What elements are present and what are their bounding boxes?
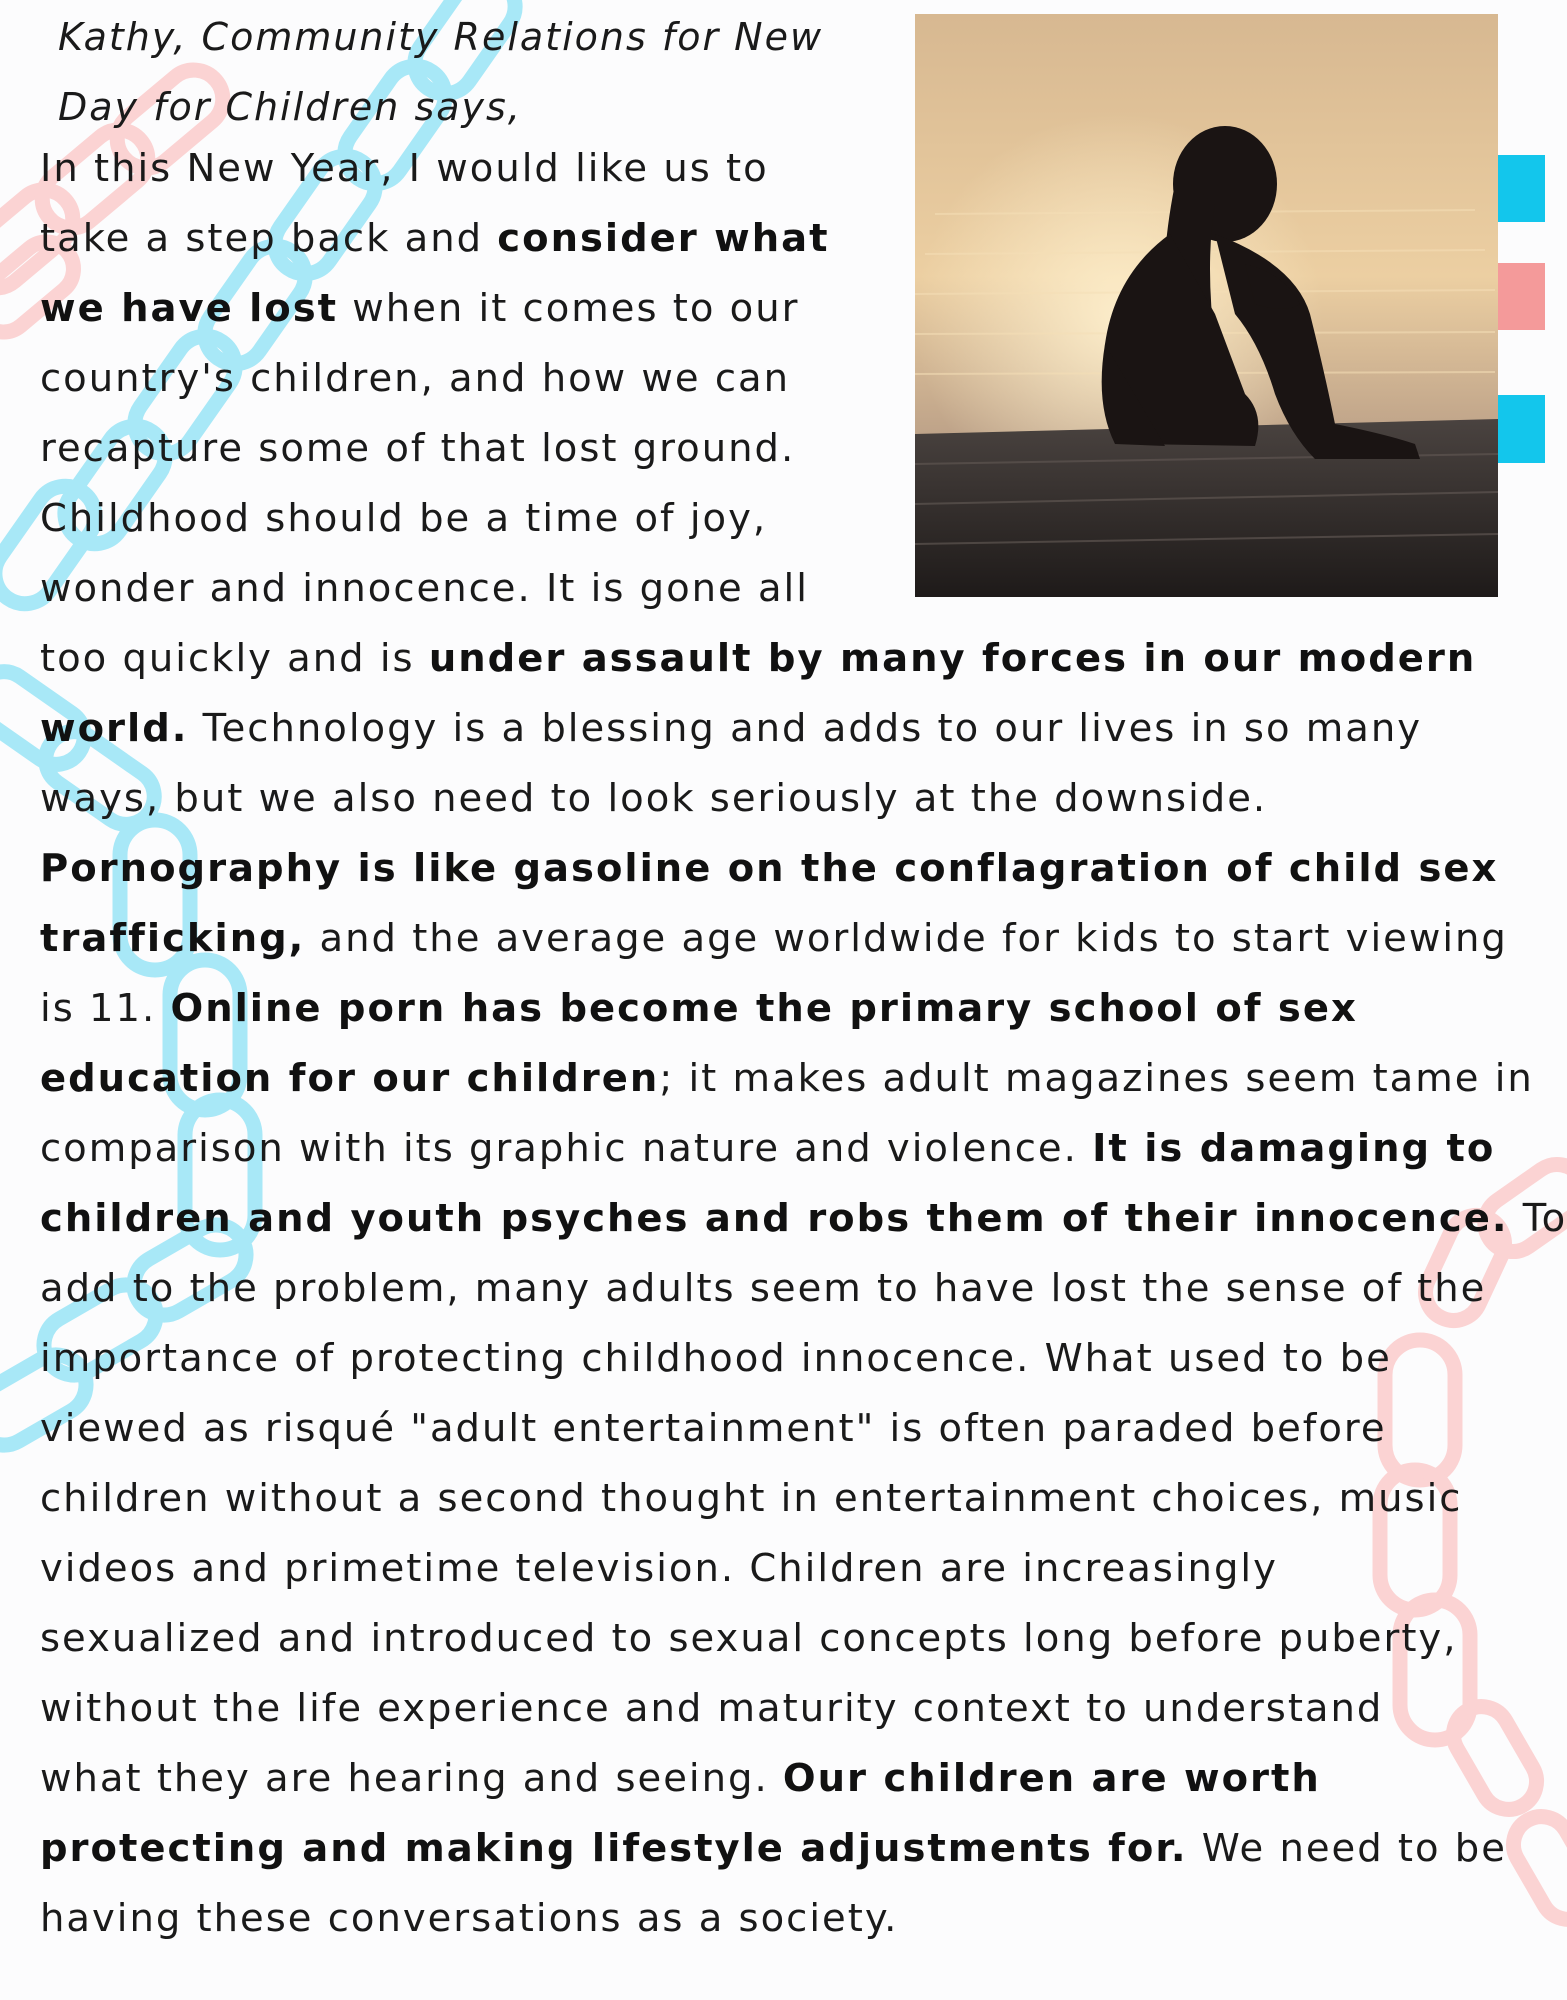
text-line [40,1604,1530,1674]
text-line [40,1394,1530,1464]
text-segment: is 11. [40,986,171,1031]
bold-text: Pornography is like gasoline on the conflagration of child sex [40,846,1499,891]
text-segment: wonder and innocence. It is gone all [40,566,809,611]
text-segment: having these conversations as a society. [40,1896,899,1941]
text-segment: add to the problem, many adults seem to have lost the sense of the [40,1266,1487,1311]
bold-text: consider what [497,216,830,261]
bold-text: world. [40,706,189,751]
text-line [40,834,1530,904]
attribution-line-1: Kathy, Community Relations for New [58,15,824,59]
text-line [40,1464,1530,1534]
text-line [40,624,1530,694]
text-segment: We need to be [1187,1826,1507,1871]
text-segment: Childhood should be a time of joy, [40,496,768,541]
text-line [40,1044,1534,1114]
text-segment: what they are hearing and seeing. [40,1756,783,1801]
bold-text: trafficking, [40,916,306,961]
text-line [40,274,1530,344]
bold-text: under assault by many forces in our modern [428,636,1477,681]
text-line [40,974,1530,1044]
bold-text: children and youth psyches and robs them of their innocence. [40,1196,1509,1241]
text-line [40,1184,1567,1254]
text-segment: and the average age worldwide for kids to start viewing [305,916,1508,961]
text-segment: take a step back and [40,216,498,261]
text-segment: Technology is a blessing and adds to our lives in so many [188,706,1423,751]
text-segment: when it comes to our [338,286,800,331]
bold-text: It is damaging to [1092,1126,1496,1171]
bold-text: Online porn has become the primary school of sex [170,986,1358,1031]
text-segment: ; it makes adult magazines seem tame in [659,1056,1534,1101]
text-line [40,1114,1530,1184]
text-segment: videos and primetime television. Children are increasingly [40,1546,1278,1591]
text-line [40,1884,1530,1954]
attribution [58,2,898,142]
text-line [40,764,1530,834]
text-segment: To [1508,1196,1567,1241]
bold-text: protecting and making lifestyle adjustments for. [40,1826,1188,1871]
bold-text: we have lost [40,286,339,331]
text-line [40,1254,1530,1324]
text-segment: too quickly and is [40,636,429,681]
text-line [40,1324,1530,1394]
text-line [40,134,1530,204]
bold-text: Our children are worth [782,1756,1321,1801]
text-segment: children without a second thought in entertainment choices, music [40,1476,1463,1521]
text-segment: importance of protecting childhood innocence. What used to be [40,1336,1392,1381]
text-line [40,1814,1530,1884]
text-line [40,344,1530,414]
text-line [40,1534,1530,1604]
bold-text: education for our children [40,1056,660,1101]
text-line [40,1674,1530,1744]
article-body [40,134,1567,1954]
text-line [40,1744,1530,1814]
text-segment: recapture some of that lost ground. [40,426,796,471]
text-segment: sexualized and introduced to sexual concepts long before puberty, [40,1616,1458,1661]
text-line [40,484,1530,554]
text-line [40,554,1530,624]
text-line [40,414,1530,484]
text-line [40,204,1530,274]
attribution-line-2: Day for Children says, [58,85,522,129]
text-segment: ways, but we also need to look seriously at the downside. [40,776,1268,821]
text-segment: comparison with its graphic nature and violence. [40,1126,1093,1171]
text-segment: country's children, and how we can [40,356,790,401]
text-line [40,694,1530,764]
text-segment: viewed as risqué "adult entertainment" is often paraded before [40,1406,1387,1451]
text-segment: without the life experience and maturity context to understand [40,1686,1384,1731]
text-line [40,904,1530,974]
text-segment: In this New Year, I would like us to [40,146,769,191]
